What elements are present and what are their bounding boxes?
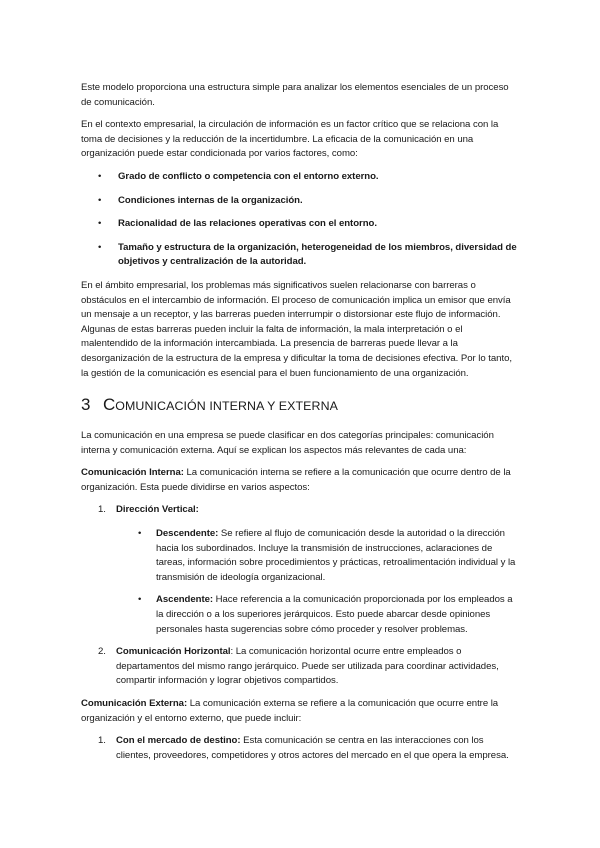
external-aspects-list (81, 734, 518, 763)
external-communication-paragraph: Comunicación Externa: La comunicación externa se refiere a la comunicación que ocurre entre la organización y el entorno externo, que puede incluir: (81, 698, 499, 724)
intro-paragraph-2: En el contexto empresarial, la circulación de información es un factor crítico que se relaciona con la toma de decisiones y la reducción de la incertidumbre. La eficacia de la comunicación en una organización puede estar condicionada por varios factores, como: (81, 119, 499, 160)
target-market-label: Con el mercado de destino: (116, 735, 241, 747)
section-heading (81, 395, 518, 416)
factors-list (81, 170, 518, 270)
list-item: • Descendente: Se refiere al flujo de comunicación desde la autoridad o la dirección hacia los subordinados. Incluye la transmisión de instrucciones, aclaraciones de tareas, información sobre procedimientos y prácticas, retroalimentación individual y la transmisión de ideología organizacional. (138, 528, 516, 583)
list-item: • Condiciones internas de la organización. (81, 194, 518, 209)
section-intro: La comunicación en una empresa se puede clasificar en dos categorías principales: comunicación interna y comunicación externa. Aquí se explican los aspectos más relevantes de cada una: (81, 430, 494, 456)
list-item: • Tamaño y estructura de la organización, heterogeneidad de los miembros, diversidad de objetivos y centralización de la autoridad. (98, 241, 517, 268)
list-item: 2. Comunicación Horizontal: La comunicación horizontal ocurre entre empleados o departamentos del mismo rango jerárquico. Puede ser utilizada para coordinar actividades, compartir información y lograr objetivos compartidos. (98, 646, 499, 687)
internal-aspects-list (81, 503, 518, 689)
bullet-icon: • (138, 528, 142, 540)
vertical-direction-list (136, 527, 518, 637)
section-number: 3 (81, 395, 91, 415)
bullet-icon: • (98, 194, 102, 206)
bullet-icon: • (98, 218, 102, 230)
list-item: • Racionalidad de las relaciones operativas con el entorno. (81, 217, 518, 232)
bullet-icon: • (138, 594, 142, 606)
horizontal-communication-label: Comunicación Horizontal (116, 646, 231, 658)
bullet-icon: • (98, 170, 102, 182)
item-number: 1. (98, 504, 106, 516)
list-item: • Grado de conflicto o competencia con el entorno externo. (81, 170, 518, 185)
intro-paragraph-1: Este modelo proporciona una estructura simple para analizar los elementos esenciales de un proceso de comunicación. (81, 82, 509, 108)
list-item: 1. Con el mercado de destino: Esta comunicación se centra en las interacciones con los clientes, proveedores, competidores y otros actores del mercado en el que opera la empresa. (98, 735, 509, 761)
external-label: Comunicación Externa: (81, 698, 188, 709)
item-number: 2. (98, 646, 106, 658)
internal-label: Comunicación Interna: (81, 467, 184, 479)
vertical-direction-label: Dirección Vertical: (116, 504, 199, 516)
section-title-rest: OMUNICACIÓN INTERNA Y EXTERNA (115, 399, 338, 414)
problems-paragraph: En el ámbito empresarial, los problemas más significativos suelen relacionarse con barreras o obstáculos en el intercambio de información. El proceso de comunicación implica un emisor que envía un mensaje a un receptor, y las barreras pueden interrumpir o distorsionar este flujo de información. Algunas de estas barreras pueden incluir la falta de información, la mala interpretación o el malentendido de la información intercambiada. La presencia de barreras puede llevar a la desorganización de la estructura de la empresa y dificultar la toma de decisiones efectiva. Por lo tanto, la gestión de la comunicación es esencial para el buen funcionamiento de una organización. (81, 279, 512, 379)
list-item: • Ascendente: Hace referencia a la comunicación proporcionada por los empleados a la dirección o a los superiores jerárquicos. Esto puede abarcar desde opiniones personales hasta sugerencias sobre cómo proceder y resolver problemas. (138, 594, 513, 635)
list-item (81, 503, 518, 637)
bullet-icon: • (98, 241, 102, 253)
item-number: 1. (98, 735, 106, 747)
internal-communication-paragraph: Comunicación Interna: La comunicación interna se refiere a la comunicación que ocurre dentro de la organización. Esta puede dividirse en varios aspectos: (81, 467, 511, 493)
section-title-initial: C (103, 395, 116, 415)
